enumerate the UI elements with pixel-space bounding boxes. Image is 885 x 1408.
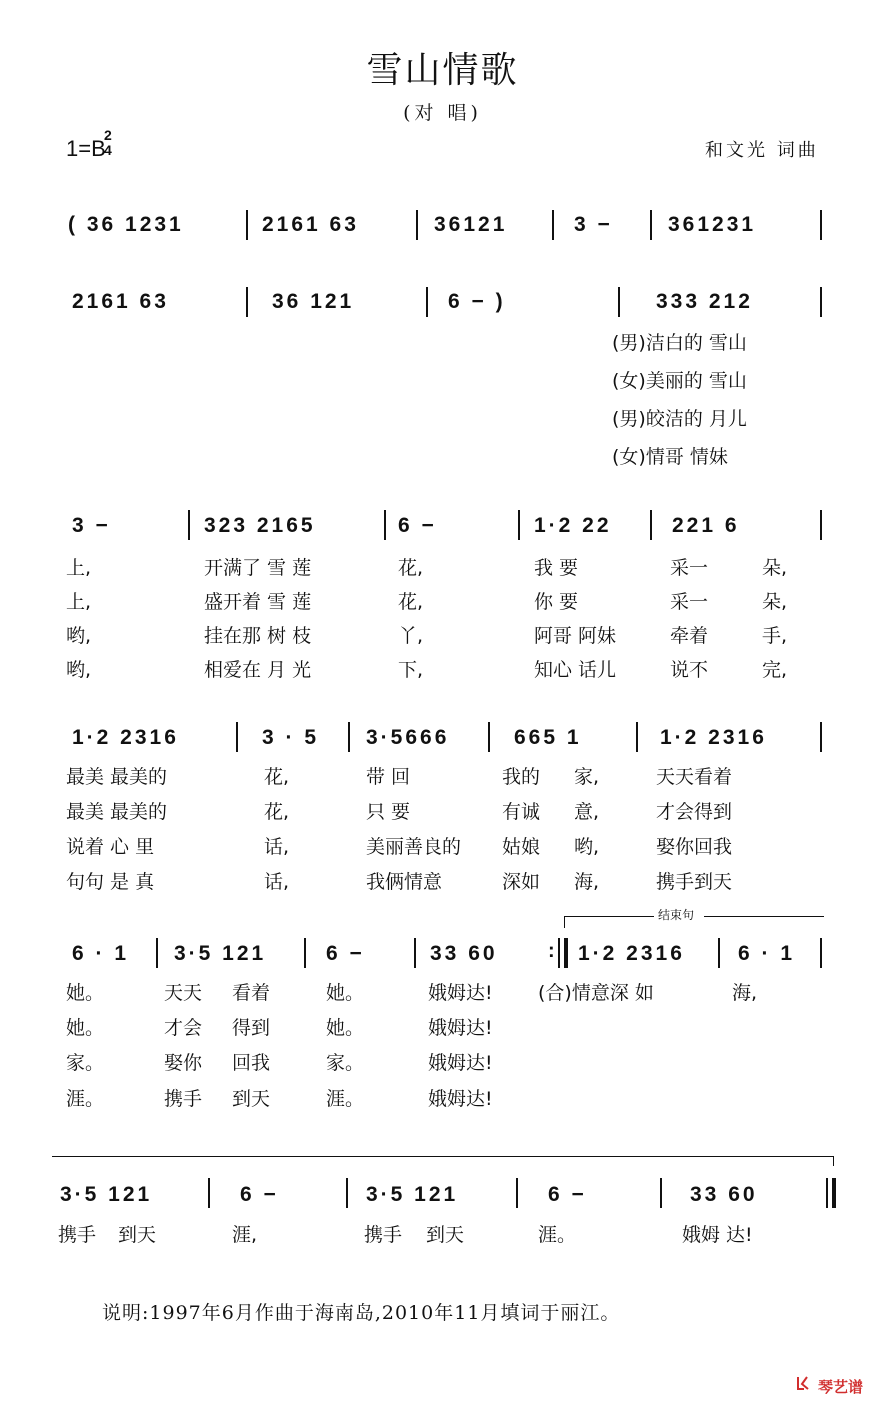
measure-6-1: 3·5 121 xyxy=(60,1183,153,1206)
lyric: 话, xyxy=(264,871,290,893)
barline xyxy=(552,210,554,240)
lyric: 说不 xyxy=(670,659,709,681)
barline xyxy=(346,1178,348,1208)
lyric: 娥姆达! xyxy=(428,1017,493,1039)
lyric: 涯。 xyxy=(66,1088,105,1110)
lyric: 采一 xyxy=(670,591,709,613)
barline xyxy=(820,938,822,968)
verse-line: (男)洁白的 雪山 xyxy=(612,332,747,354)
measure-3-2: 323 2165 xyxy=(204,514,316,537)
measure-4-2: 3 · 5 xyxy=(262,726,320,749)
lyric: 涯。 xyxy=(326,1088,365,1110)
measure-5-4: 33 60 xyxy=(430,942,498,965)
lyric: 娥姆 达! xyxy=(682,1224,753,1246)
lyric: 她。 xyxy=(326,1017,365,1039)
lyric: 采一 xyxy=(670,557,709,579)
lyric: 姑娘 xyxy=(502,836,541,858)
measure-5-2: 3·5 121 xyxy=(174,942,267,965)
barline xyxy=(518,510,520,540)
measure-5-6: 6 · 1 xyxy=(738,942,796,965)
lyric: 上, xyxy=(66,591,92,613)
barline xyxy=(188,510,190,540)
lyric: 我的 xyxy=(502,766,541,788)
measure-5-1: 6 · 1 xyxy=(72,942,130,965)
lyric: 回我 xyxy=(232,1052,271,1074)
measure-3-3: 6 − xyxy=(398,514,437,537)
barline xyxy=(488,722,490,752)
lyric: 家, xyxy=(574,766,600,788)
song-title: 雪山情歌 xyxy=(366,50,519,91)
lyric: 说着 心 里 xyxy=(66,836,155,858)
logo-icon xyxy=(796,1374,814,1392)
measure-3-5: 221 6 xyxy=(672,514,740,537)
barline xyxy=(516,1178,518,1208)
lyric: 下, xyxy=(398,659,424,681)
barline xyxy=(618,287,620,317)
final-bracket-line xyxy=(52,1156,834,1157)
meter-top: 2 xyxy=(104,127,112,143)
lyric: 花, xyxy=(398,591,424,613)
verse-line: (男)皎洁的 月儿 xyxy=(612,408,747,430)
lyric: 朵, xyxy=(762,591,788,613)
measure-3-1: 3 − xyxy=(72,514,111,537)
barline xyxy=(156,938,158,968)
measure-6-2: 6 − xyxy=(240,1183,279,1206)
measure-1-1: ( 36 1231 xyxy=(68,213,184,236)
lyric: 话, xyxy=(264,836,290,858)
author-credit: 和文光 词曲 xyxy=(705,140,819,161)
lyric: 手, xyxy=(762,625,788,647)
lyric: 阿哥 阿妹 xyxy=(534,625,617,647)
lyric: 你 要 xyxy=(534,591,579,613)
lyric: 她。 xyxy=(66,982,105,1004)
lyric: 她。 xyxy=(326,982,365,1004)
repeat-barline-thin xyxy=(558,938,560,968)
watermark: 琴艺谱 xyxy=(818,1378,864,1396)
lyric: 朵, xyxy=(762,557,788,579)
lyric: 相爱在 月 光 xyxy=(204,659,312,681)
lyric: 才会得到 xyxy=(656,801,733,823)
lyric: 完, xyxy=(762,659,788,681)
measure-4-4: 665 1 xyxy=(514,726,582,749)
barline xyxy=(208,1178,210,1208)
footnote: 说明:1997年6月作曲于海南岛,2010年11月填词于丽江。 xyxy=(102,1302,621,1324)
barline xyxy=(718,938,720,968)
measure-1-4: 3 − xyxy=(574,213,613,236)
key-signature: 1=B xyxy=(66,136,106,161)
lyric: 意, xyxy=(574,801,600,823)
lyric: 知心 话儿 xyxy=(534,659,617,681)
final-barline-thin xyxy=(826,1178,828,1208)
lyric: 最美 最美的 xyxy=(66,801,168,823)
measure-2-1: 2161 63 xyxy=(72,290,169,313)
lyric: 天天 xyxy=(164,982,203,1004)
lyric: 开满了 雪 莲 xyxy=(204,557,312,579)
lyric: 到天 xyxy=(118,1224,157,1246)
lyric: 花, xyxy=(264,801,290,823)
barline xyxy=(820,210,822,240)
lyric: 挂在那 树 枝 xyxy=(204,625,312,647)
barline xyxy=(820,722,822,752)
measure-4-3: 3·5666 xyxy=(366,726,450,749)
lyric: 我俩情意 xyxy=(366,871,443,893)
lyric: (合)情意深 如 xyxy=(538,982,654,1004)
lyric: 只 要 xyxy=(366,801,411,823)
lyric: 哟, xyxy=(66,625,92,647)
lyric: 哟, xyxy=(66,659,92,681)
lyric: 携手 xyxy=(58,1224,97,1246)
lyric: 涯。 xyxy=(538,1224,577,1246)
barline xyxy=(236,722,238,752)
lyric: 盛开着 雪 莲 xyxy=(204,591,312,613)
lyric: 家。 xyxy=(66,1052,105,1074)
lyric: 娶你回我 xyxy=(656,836,733,858)
lyric: 娥姆达! xyxy=(428,1052,493,1074)
verse-line: (女)情哥 情妹 xyxy=(612,446,728,468)
lyric: 娥姆达! xyxy=(428,982,493,1004)
lyric: 到天 xyxy=(426,1224,465,1246)
barline xyxy=(416,210,418,240)
verse-line: (女)美丽的 雪山 xyxy=(612,370,747,392)
lyric: 天天看着 xyxy=(656,766,733,788)
lyric: 涯, xyxy=(232,1224,258,1246)
barline xyxy=(304,938,306,968)
lyric: 上, xyxy=(66,557,92,579)
barline xyxy=(650,510,652,540)
measure-5-3: 6 − xyxy=(326,942,365,965)
lyric: 带 回 xyxy=(366,766,411,788)
measure-1-5: 361231 xyxy=(668,213,757,236)
barline xyxy=(414,938,416,968)
lyric: 携手 xyxy=(364,1224,403,1246)
measure-2-4: 333 212 xyxy=(656,290,753,313)
measure-4-5: 1·2 2316 xyxy=(660,726,767,749)
measure-2-3: 6 − ) xyxy=(448,290,506,313)
barline xyxy=(426,287,428,317)
lyric: 深如 xyxy=(502,871,541,893)
ending-bracket-line xyxy=(564,916,654,917)
measure-1-3: 36121 xyxy=(434,213,508,236)
lyric: 最美 最美的 xyxy=(66,766,168,788)
lyric: 才会 xyxy=(164,1017,203,1039)
lyric: 家。 xyxy=(326,1052,365,1074)
barline xyxy=(820,510,822,540)
ending-bracket-line xyxy=(704,916,824,917)
barline xyxy=(636,722,638,752)
ending-bracket-tick xyxy=(564,916,565,928)
ending-label: 结束句 xyxy=(658,908,695,922)
measure-6-5: 33 60 xyxy=(690,1183,758,1206)
meter-bottom: 4 xyxy=(104,142,112,158)
measure-3-4: 1·2 22 xyxy=(534,514,612,537)
measure-4-1: 1·2 2316 xyxy=(72,726,179,749)
measure-2-2: 36 121 xyxy=(272,290,355,313)
lyric: 海, xyxy=(574,871,600,893)
lyric: 娶你 xyxy=(164,1052,203,1074)
barline xyxy=(660,1178,662,1208)
barline xyxy=(820,287,822,317)
lyric: 携手 xyxy=(164,1088,203,1110)
measure-6-3: 3·5 121 xyxy=(366,1183,459,1206)
repeat-barline-thick xyxy=(564,938,568,968)
lyric: 携手到天 xyxy=(656,871,733,893)
barline xyxy=(384,510,386,540)
final-bracket-tick xyxy=(833,1156,834,1166)
measure-6-4: 6 − xyxy=(548,1183,587,1206)
lyric: 看着 xyxy=(232,982,271,1004)
song-subtitle: (对 唱) xyxy=(403,102,482,124)
lyric: 有诚 xyxy=(502,801,541,823)
lyric: 句句 是 真 xyxy=(66,871,155,893)
lyric: 她。 xyxy=(66,1017,105,1039)
lyric: 海, xyxy=(732,982,758,1004)
lyric: 美丽善良的 xyxy=(366,836,462,858)
measure-1-2: 2161 63 xyxy=(262,213,359,236)
barline xyxy=(246,287,248,317)
barline xyxy=(246,210,248,240)
barline xyxy=(348,722,350,752)
lyric: 得到 xyxy=(232,1017,271,1039)
measure-5-5: 1·2 2316 xyxy=(578,942,685,965)
lyric: 娥姆达! xyxy=(428,1088,493,1110)
lyric: 花, xyxy=(264,766,290,788)
repeat-sign-dots: : xyxy=(548,940,558,962)
lyric: 花, xyxy=(398,557,424,579)
lyric: 丫, xyxy=(398,625,424,647)
lyric: 到天 xyxy=(232,1088,271,1110)
final-barline-thick xyxy=(832,1178,836,1208)
lyric: 哟, xyxy=(574,836,600,858)
lyric: 牵着 xyxy=(670,625,709,647)
lyric: 我 要 xyxy=(534,557,579,579)
time-signature xyxy=(104,128,112,158)
barline xyxy=(650,210,652,240)
